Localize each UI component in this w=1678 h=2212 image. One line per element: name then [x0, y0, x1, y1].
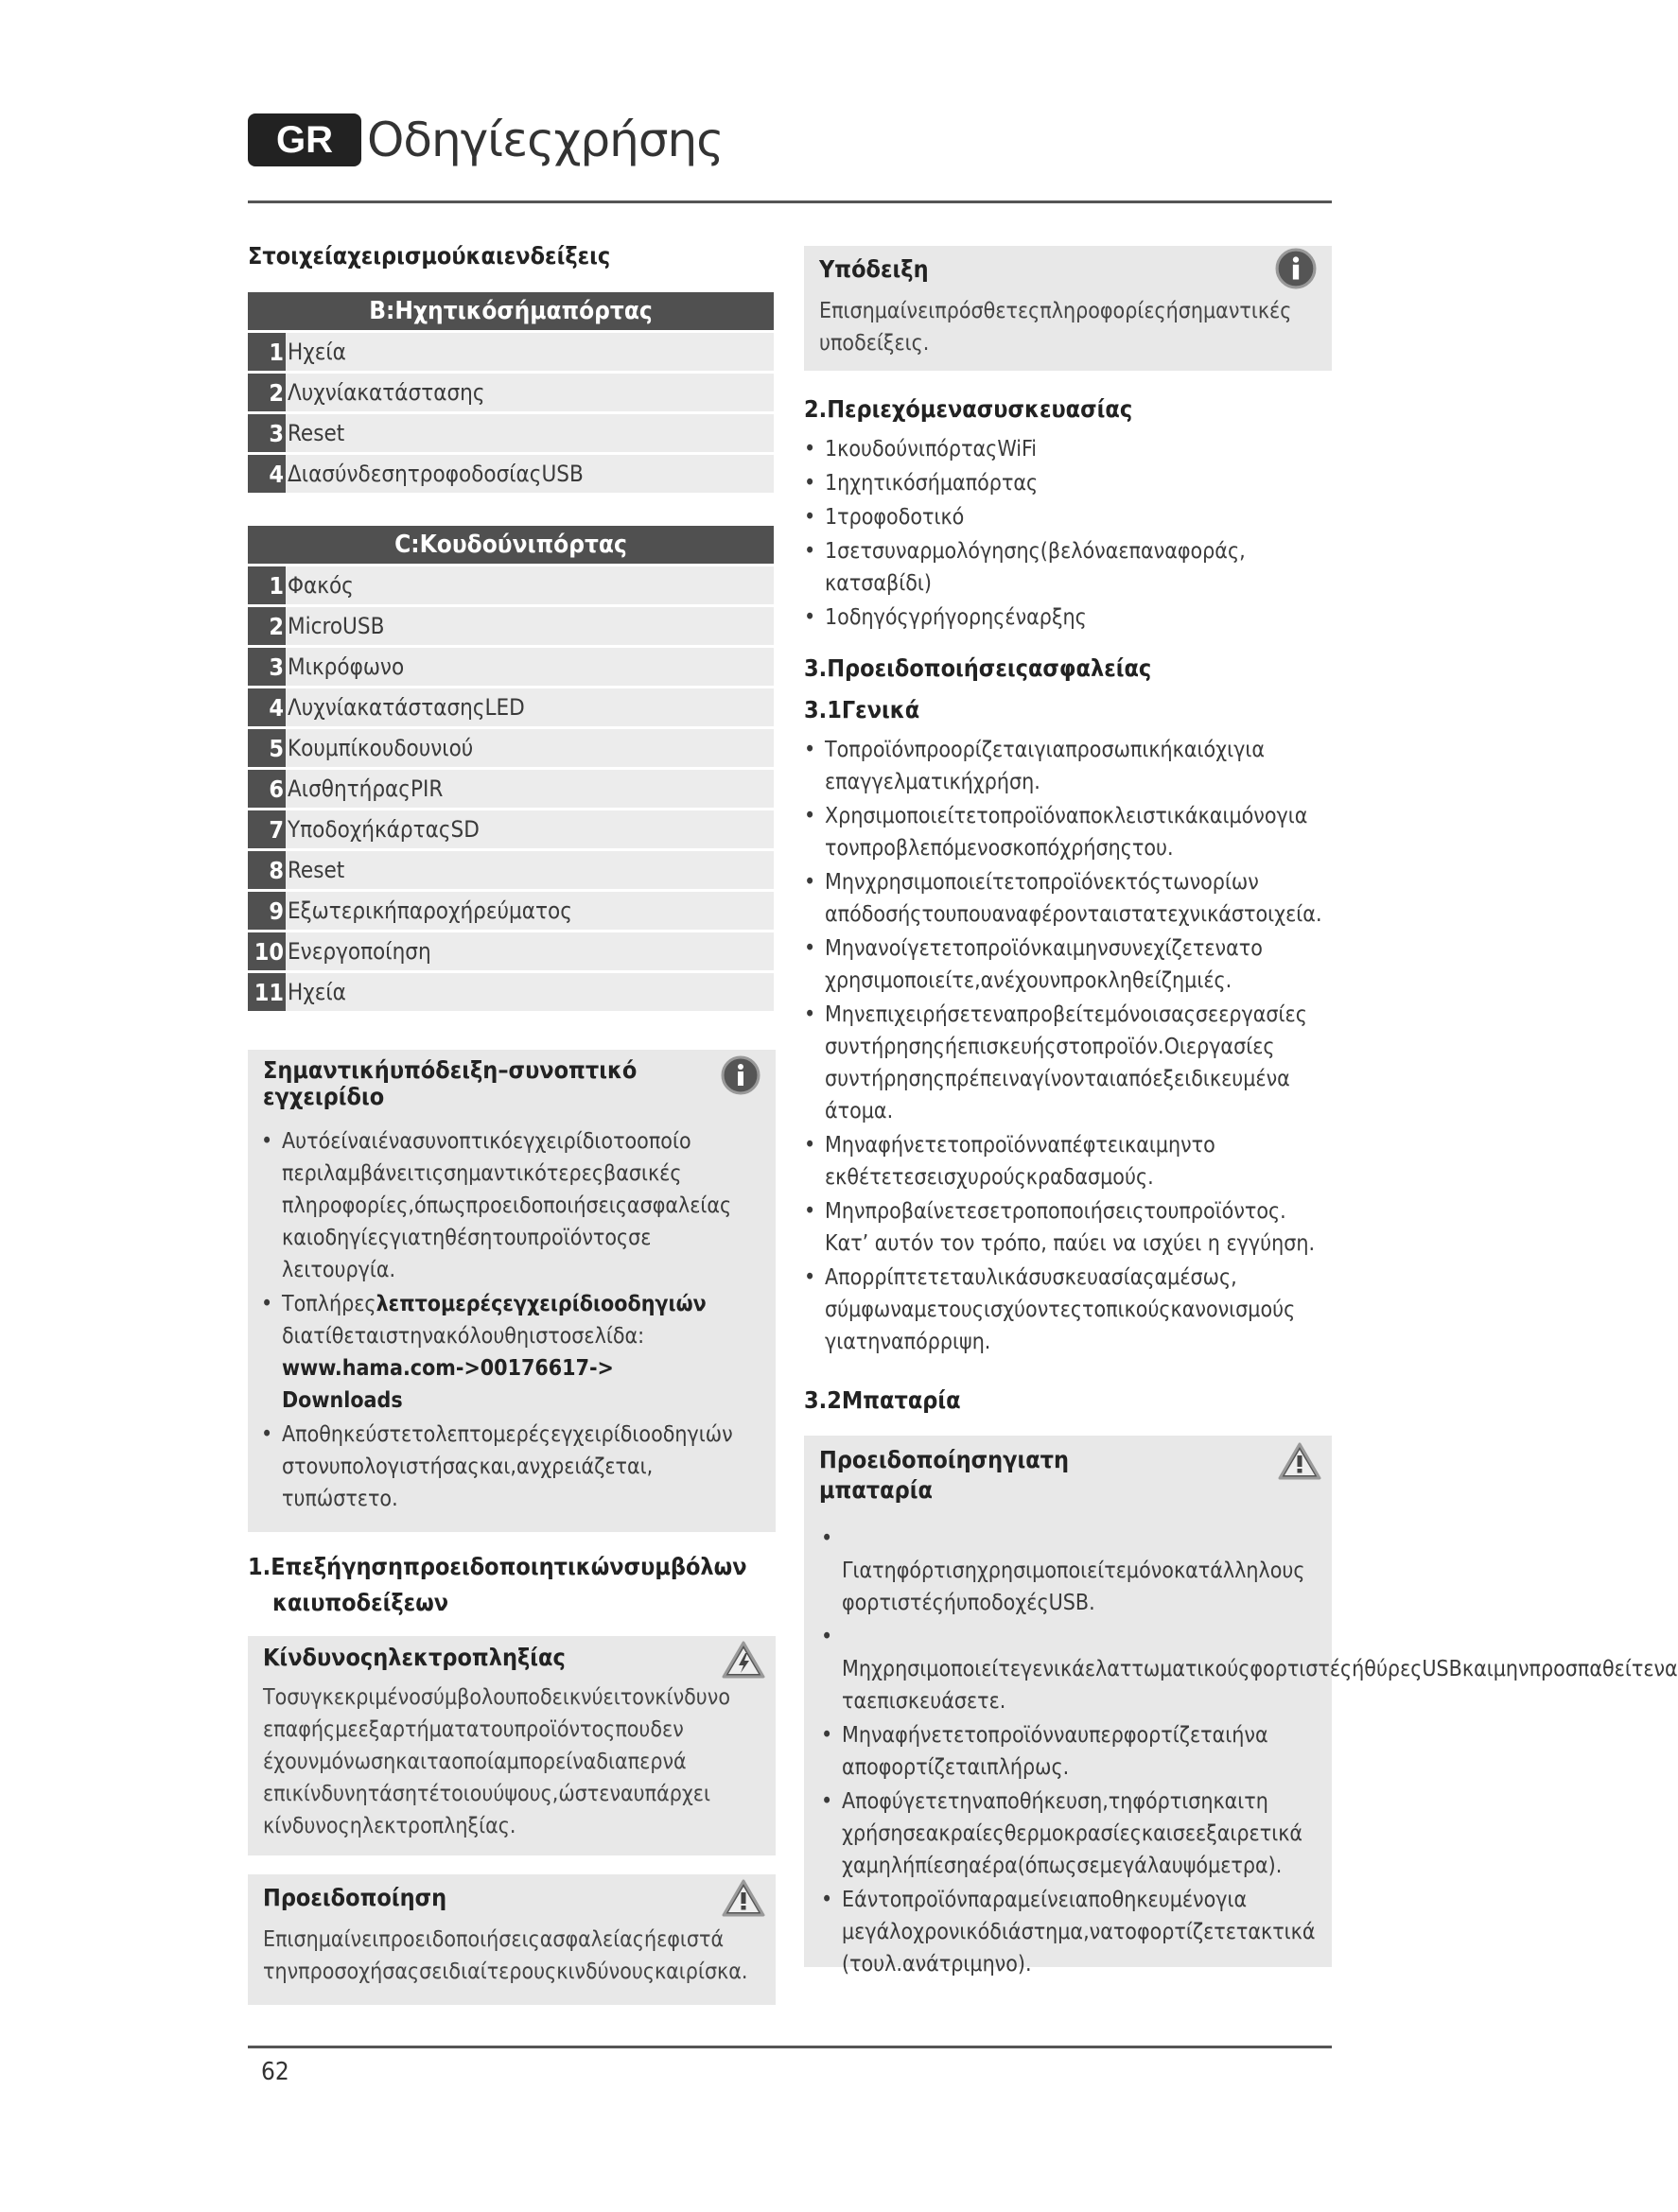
table-row: [248, 973, 774, 1011]
box-text: Επισημαίνειπροειδοποιήσειςασφαλείαςήεφιστά τηνπροσοχήσαςσειδιαίτερουςκινδύνουςκαιρίσκα.: [263, 1927, 748, 1984]
item-number: 1: [248, 333, 286, 371]
list-item: • Μηνπροβαίνετεσετροποποιήσειςτουπροϊόντος. Κατ’ αυτόν τον τρόπο, παύει να ισχύει η εγγύηση.: [804, 1195, 1334, 1260]
item-number: 10: [248, 932, 286, 970]
table-doorbell-sound: [248, 292, 774, 496]
item-number: 6: [248, 770, 286, 808]
item-label: Ενεργοποίηση: [288, 938, 431, 965]
section-3-heading: 3.Προειδοποιήσειςασφαλείας: [804, 654, 1152, 682]
item-number: 1: [248, 566, 286, 604]
item-label: ΔιασύνδεσητροφοδοσίαςUSB: [288, 461, 584, 487]
table-row: [248, 851, 774, 889]
list-item: • Μηναφήνετετοπροϊόνναπέφτεικαιμηντο εκθέτετεσεισχυρούςκραδασμούς.: [804, 1129, 1334, 1193]
general-safety-list: [804, 734, 1334, 1360]
warning-icon: [1277, 1441, 1322, 1481]
box-title: Σημαντικήυπόδειξη–συνοπτικό εγχειρίδιο: [263, 1056, 638, 1110]
list-item: • Μηνχρησιμοποιείτετοπροϊόνεκτόςτωνορίων απόδοσήςτουπουαναφέρονταιστατεχνικάστοιχεία.: [804, 866, 1334, 931]
list-item: • Αυτόείναιένασυνοπτικόεγχειρίδιοτοοποίο περιλαμβάνειτιςσημαντικότερεςβασικές πληροφορίες,όπωςπροειδοποιήσειςασφαλείας καιοδηγίεςγιατηθέσητουπροϊόντοςσε λειτουργία.: [261, 1125, 753, 1286]
important-note-box: [248, 1050, 776, 1532]
box-title: Κίνδυνοςηλεκτροπληξίας: [263, 1644, 566, 1671]
item-label: ΛυχνίακατάστασηςLED: [288, 694, 525, 721]
table-row: [248, 688, 774, 726]
item-number: 9: [248, 892, 286, 930]
box-title: Προειδοποίησηγιατη μπαταρία: [819, 1446, 1070, 1504]
list-item: • Αποφύγετετηναποθήκευση,τηφόρτισηκαιτη χρήσησεακραίεςθερμοκρασίεςκαισεεξαιρετικά χαμηλήπίεσηαέρα(όπωςσεμεγάλαυψόμετρα).: [821, 1785, 1294, 1882]
table-row: [248, 566, 774, 604]
box-title: Υπόδειξη: [819, 255, 929, 283]
header-rule: [248, 200, 1332, 203]
item-number: 2: [248, 607, 286, 645]
item-label: Reset: [288, 420, 345, 446]
list-item: • 1ηχητικόσήμαπόρτας: [804, 467, 1334, 499]
table-row: [248, 414, 774, 452]
table-doorbell: [248, 526, 774, 1014]
list-item: • 1σετσυναρμολόγησης(βελόναεπαναφοράς, κατσαβίδι): [804, 535, 1334, 600]
battery-warning-list: [821, 1523, 1678, 1982]
item-label: Ηχεία: [288, 979, 346, 1005]
list-item: • Μηνανοίγετετοπροϊόνκαιμηνσυνεχίζετενατο χρησιμοποιείτε,ανέχουνπροκληθείζημιές.: [804, 932, 1334, 997]
list-item: • ΜηχρησιμοποιείτεγενικάελαττωματικούςφορτιστέςήθύρεςUSBκαιμηνπροσπαθείτενα ταεπισκευάσετε.: [821, 1621, 1294, 1717]
text-suffix: διατίθεταιστηνακόλουθηιστοσελίδα:: [282, 1324, 645, 1349]
table-row: [248, 455, 774, 493]
section-1-heading-cont: καιυποδείξεων: [272, 1589, 449, 1616]
item-number: 8: [248, 851, 286, 889]
item-number: 2: [248, 374, 286, 411]
table-title: B:Ηχητικόσήμαπόρτας: [248, 292, 774, 330]
box-text: Επισημαίνειπρόσθετεςπληροφορίεςήσημαντικές υποδείξεις.: [819, 299, 1292, 356]
download-link[interactable]: www.hama.com->00176617->: [282, 1356, 614, 1381]
table-row: [248, 333, 774, 371]
list-item: [261, 1288, 753, 1417]
item-label: Λυχνίακατάστασης: [288, 379, 485, 406]
item-label: MicroUSB: [288, 613, 385, 639]
table-row: [248, 374, 774, 411]
list-item: • Μηναφήνετετοπροϊόνναυπερφορτίζεταιήνα αποφορτίζεταιπλήρως.: [821, 1719, 1294, 1784]
table-row: [248, 810, 774, 848]
table-title: C:Κουδούνιπόρτας: [248, 526, 774, 564]
list-item: • Εάντοπροϊόνπαραμείνειαποθηκευμένογια μεγάλοχρονικόδιάστημα,νατοφορτίζετετακτικά (τουλ.ανάτριμηνο).: [821, 1884, 1294, 1980]
table-row: [248, 932, 774, 970]
table-row: [248, 607, 774, 645]
box-text: Τοσυγκεκριμένοσύμβολουποδεικνύειτονκίνδυνο επαφήςμεεξαρτήματατουπροϊόντοςπουδεν έχουνμόνωσηκαιταοποίαμπορείναδιαπερνά επικίνδυνητάσητέτοιουύψους,ώστεναυπάρχει κίνδυνοςηλεκτροπληξίας.: [263, 1685, 730, 1838]
item-label: Reset: [288, 857, 345, 883]
page-header: [248, 113, 724, 166]
item-number: 5: [248, 729, 286, 767]
list-item: • 1τροφοδοτικό: [804, 501, 1334, 533]
controls-heading: Στοιχείαχειρισμούκαιενδείξεις: [248, 242, 611, 270]
item-label: Φακός: [288, 572, 354, 599]
page-number: 62: [261, 2058, 289, 2086]
language-badge: GR: [248, 113, 361, 166]
text-prefix: Τοπλήρες: [282, 1292, 376, 1316]
note-box: [804, 246, 1332, 371]
battery-warning-box: [804, 1436, 1678, 1977]
item-number: 4: [248, 455, 286, 493]
page-title: Οδηγίεςχρήσης: [367, 113, 724, 167]
footer-rule: [248, 2046, 1332, 2048]
info-icon: [721, 1055, 760, 1095]
list-item: • 1κουδούνιπόρταςWiFi: [804, 433, 1334, 465]
list-item: • 1οδηγόςγρήγορηςέναρξης: [804, 601, 1334, 634]
warning-icon: [721, 1878, 766, 1918]
item-number: 3: [248, 414, 286, 452]
item-label: Εξωτερικήπαροχήρεύματος: [288, 897, 572, 924]
box-title: Προειδοποίηση: [263, 1884, 447, 1911]
table-row: [248, 770, 774, 808]
item-label: ΑισθητήραςPIR: [288, 775, 444, 802]
list-item: • Αποθηκεύστετολεπτομερέςεγχειρίδιοοδηγιών στονυπολογιστήσαςκαι,ανχρειάζεται, τυπώστετο.: [261, 1419, 753, 1515]
table-row: [248, 648, 774, 686]
section-2-heading: 2.Περιεχόμενασυσκευασίας: [804, 395, 1133, 423]
item-number: 3: [248, 648, 286, 686]
electric-shock-box: [248, 1636, 776, 1855]
info-icon: [1275, 248, 1317, 289]
list-item: • Μηνεπιχειρήσετεναπροβείτεμόνοισαςσεεργασίες συντήρησηςήεπισκευήςστοπροϊόν.Οιεργασίες συντήρησηςπρέπειναγίνονταιαπόεξειδικευμένα άτομα.: [804, 999, 1334, 1127]
list-item: • Χρησιμοποιείτετοπροϊόναποκλειστικάκαιμόνογια τονπροβλεπόμενοσκοπόχρήσηςτου.: [804, 800, 1334, 864]
item-number: 4: [248, 688, 286, 726]
item-number: 11: [248, 973, 286, 1011]
table-row: [248, 729, 774, 767]
section-1-heading: 1.Επεξήγησηπροειδοποιητικώνσυμβόλων: [248, 1553, 747, 1580]
package-contents-list: [804, 433, 1334, 636]
item-label: Κουμπίκουδουνιού: [288, 735, 474, 761]
list-item: • Γιατηφόρτισηχρησιμοποιείτεμόνοκατάλληλους φορτιστέςήυποδοχέςUSB.: [821, 1523, 1294, 1619]
item-label: Ηχεία: [288, 339, 346, 365]
section-3-2-heading: 3.2Μπαταρία: [804, 1386, 961, 1414]
emphasis: λεπτομερέςεγχειρίδιοοδηγιών: [376, 1292, 707, 1316]
list-item: • Τοπροϊόνπροορίζεταιγιαπροσωπικήκαιόχιγια επαγγελματικήχρήση.: [804, 734, 1334, 798]
item-label: Μικρόφωνο: [288, 653, 405, 680]
warning-box: [248, 1874, 776, 2005]
item-number: 7: [248, 810, 286, 848]
table-row: [248, 892, 774, 930]
list-item: • Απορρίπτετεταυλικάσυσκευασίαςαμέσως, σύμφωναμετουςισχύοντεςτοπικούςκανονισμούς γιατηναπόρριψη.: [804, 1262, 1334, 1358]
download-link-cont[interactable]: Downloads: [282, 1388, 403, 1413]
item-label: ΥποδοχήκάρταςSD: [288, 816, 480, 843]
section-3-1-heading: 3.1Γενικά: [804, 696, 920, 723]
electric-warning-icon: [721, 1640, 766, 1680]
